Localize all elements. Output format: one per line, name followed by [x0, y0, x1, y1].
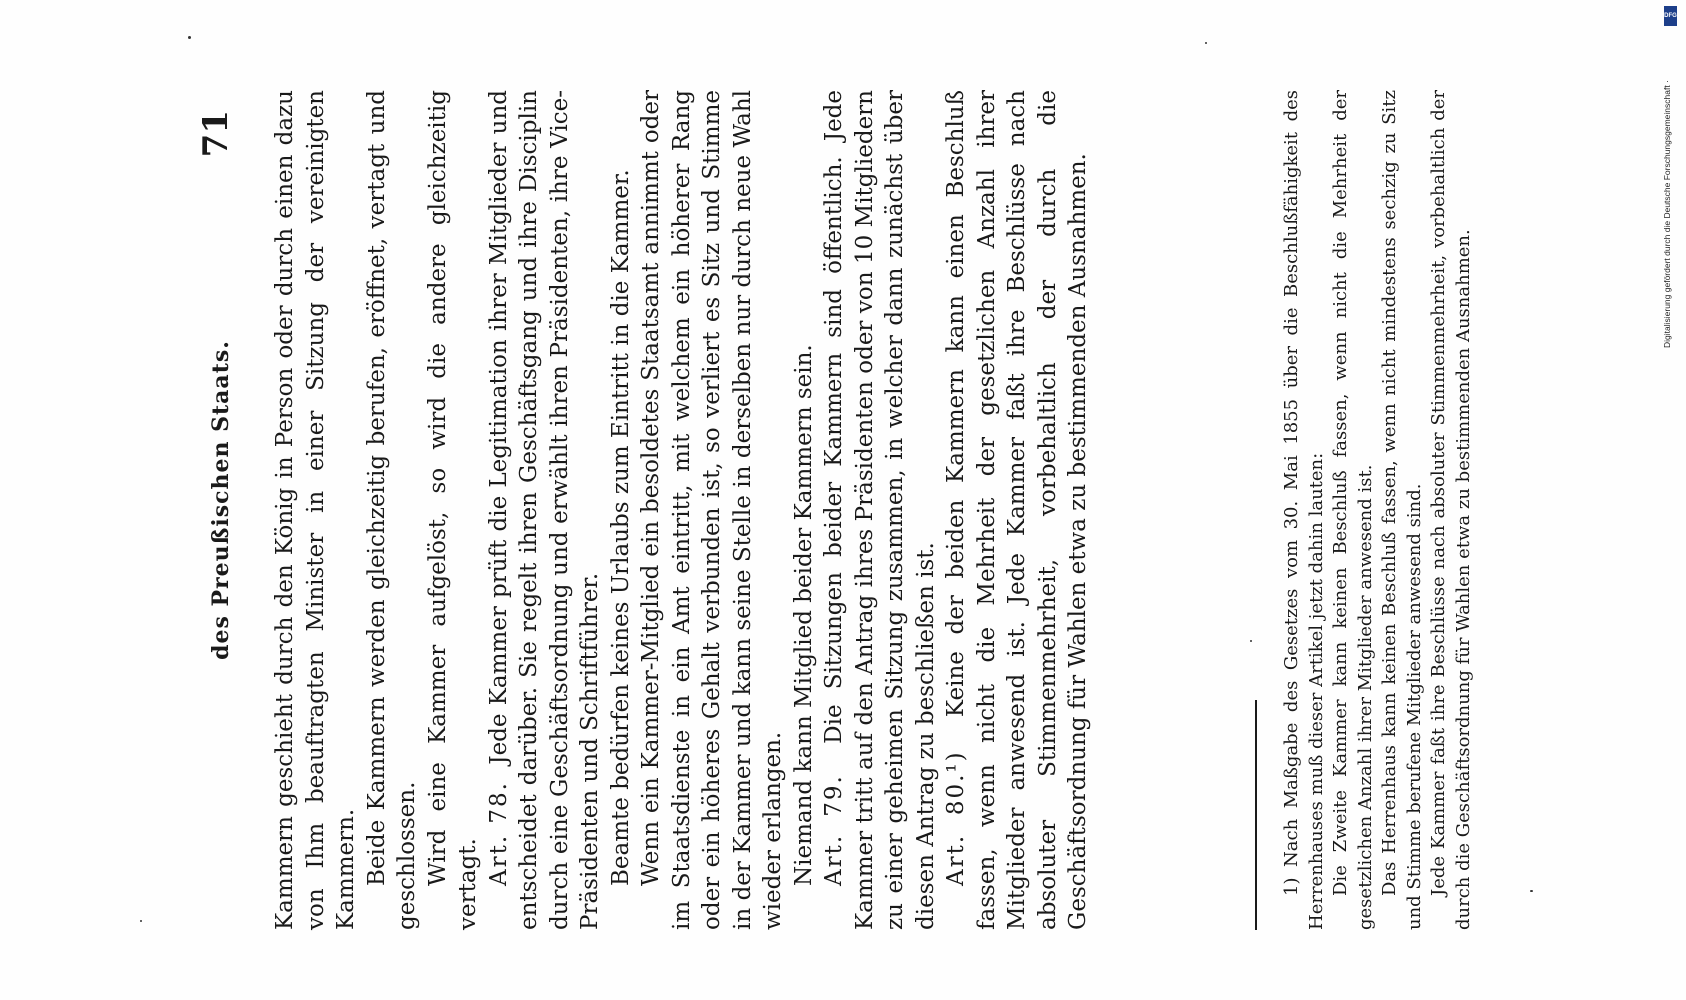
paragraph: Kammern geschieht durch den König in Person oder durch einen dazu von Ihm beauftragten Minister in einer Sitzung der vereinigten Kammern. — [272, 90, 359, 930]
footnote-divider — [1255, 700, 1257, 930]
digitization-credit — [1662, 8, 1678, 368]
footnote: 1) Nach Maßgabe des Gesetzes vom 30. Mai 1855 über die Beschlußfähigkeit des Herrenhauses muß dieser Artikel jetzt dahin lauten: — [1281, 90, 1327, 930]
article-79 — [819, 90, 941, 930]
scan-speck — [1205, 42, 1207, 44]
footnotes — [1280, 90, 1476, 930]
article-label: Art. 80.¹) — [943, 750, 969, 886]
paragraph: Beamte bedürfen keines Urlaubs zum Eintritt in die Kammer. — [607, 169, 634, 886]
footnote: Die Zweite Kammer kann keinen Beschluß fassen, wenn nicht die Mehrheit der gesetzlichen Anzahl ihrer Mitglieder anwesend ist. — [1330, 90, 1376, 930]
article-label: Art. 78. — [485, 781, 512, 886]
dfg-logo: DFG — [1664, 6, 1677, 26]
paragraph: Wenn ein Kammer-Mitglied ein besoldetes Staatsamt annimmt oder im Staatsdienste in ein Amt eintritt, mit welchem ein höherer Rang oder ein höheres Gehalt verbunden ist, so verliert es Sitz und Stimme in der Kammer und kann seine Stelle in derselben nur durch neue Wahl wieder erlangen. — [638, 90, 786, 930]
article-label: Art. 79. — [821, 774, 847, 886]
paragraph: Wird eine Kammer aufgelöst, so wird die andere gleichzeitig vertagt. — [424, 90, 481, 930]
scan-speck — [140, 920, 142, 922]
article-text: Keine der beiden Kammern kann einen Beschluß fassen, wenn nicht die Mehrheit der gesetzlichen Anzahl ihrer Mitglieder anwesend ist. Jede Kammer faßt ihre Beschlüsse nach absoluter Stimmenmehrheit, vorbehaltlich der durch die Geschäftsordnung für Wahlen etwa zu bestimmenden Ausnahmen. — [943, 90, 1091, 930]
credit-text: Digitalisierung gefördert durch die Deutsche Forschungsgemeinschaft · — [1662, 80, 1672, 348]
article-text: Die Sitzungen beider Kammern sind öffentlich. Jede Kammer tritt auf den Antrag ihres Präsidenten oder von 10 Mitgliedern zu einer geheimen Sitzung zusammen, in welcher dann zunächst über diesen Antrag zu beschließen ist. — [821, 89, 939, 930]
footnote: Jede Kammer faßt ihre Beschlüsse nach absoluter Stimmenmehrheit, vorbehaltlich der durch die Geschäftsordnung für Wahlen etwa zu bestimmenden Ausnahmen. — [1428, 90, 1474, 930]
running-title: des Preußischen Staats. — [208, 340, 234, 660]
scan-speck — [188, 36, 191, 39]
article-80 — [941, 90, 1094, 930]
paragraph: Niemand kann Mitglied beider Kammern sein. — [790, 344, 817, 886]
page-number: 71 — [196, 110, 236, 158]
article-text: Jede Kammer prüft die Legitimation ihrer Mitglieder und entscheidet darüber. Sie regelt ihren Geschäftsgang und ihre Disciplin durch eine Geschäftsordnung und erwählt ihren Präsidenten, ihre Vice-Präsidenten und Schriftführer. — [485, 90, 603, 930]
scan-speck — [1250, 640, 1252, 642]
footnote: Das Herrenhaus kann keinen Beschluß fassen, wenn nicht mindestens sechzig zu Sitz und Stimme berufene Mitglieder anwesend sind. — [1379, 90, 1425, 930]
body-text — [270, 90, 1094, 930]
page-header — [196, 100, 250, 900]
scan-speck — [1530, 890, 1533, 892]
article-78 — [484, 90, 606, 930]
paragraph: Beide Kammern werden gleichzeitig berufen, eröffnet, vertagt und geschlossen. — [363, 90, 420, 930]
rotated-book-page — [196, 80, 1520, 940]
